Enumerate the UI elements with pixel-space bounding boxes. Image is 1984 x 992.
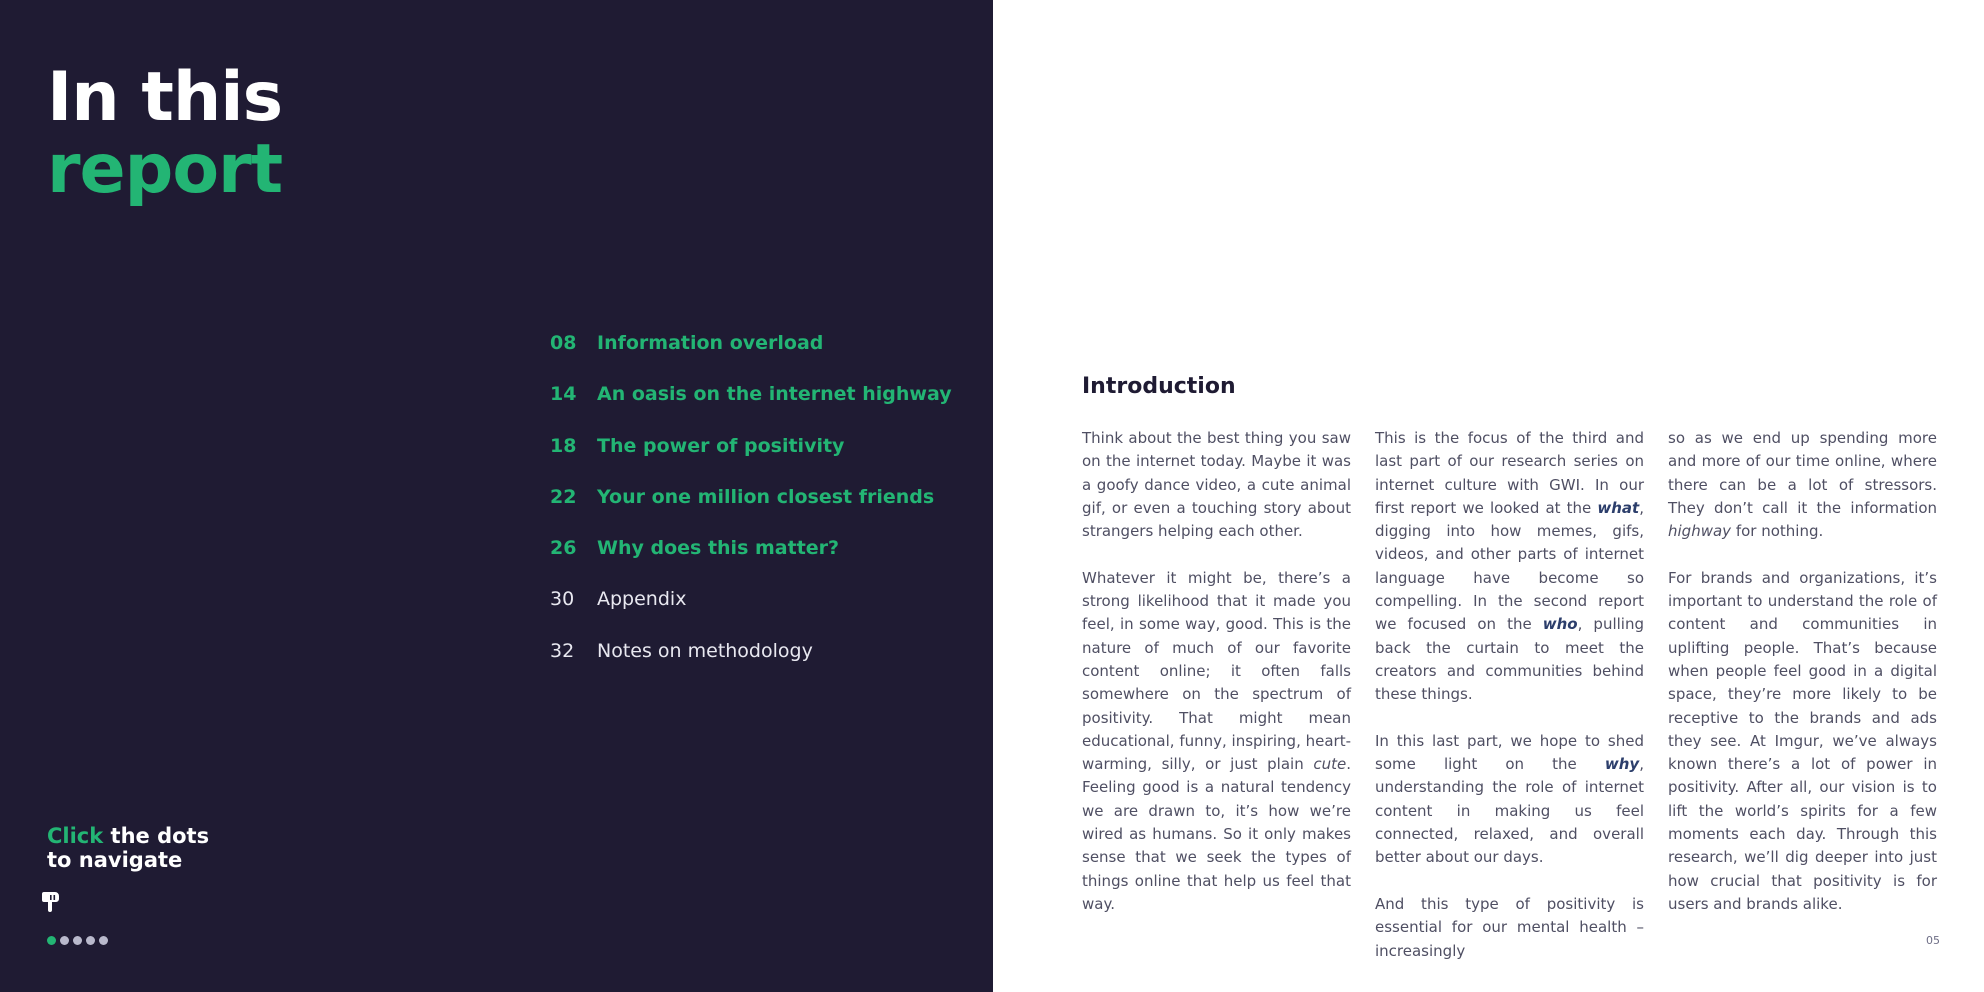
page-dot[interactable] bbox=[60, 936, 69, 945]
nav-hint-line2: to navigate bbox=[47, 848, 183, 872]
text-column-2 bbox=[1375, 427, 1644, 986]
navigation-hint bbox=[47, 824, 209, 872]
text-run: Whatever it might be, there’s a strong likelihood that it made you feel, in some way, good. This is the nature of much of our favorite content online; it often falls somewhere on the spectrum of positivity. That might mean educational, funny, inspiring, heart-warming, silly, or just plain bbox=[1082, 568, 1352, 774]
text-column-3 bbox=[1668, 427, 1937, 940]
text-run: In this last part, we hope to shed some light on the bbox=[1375, 731, 1644, 774]
pointing-hand-icon bbox=[41, 890, 63, 914]
italic-text: cute bbox=[1313, 755, 1347, 774]
toc-item-label: The power of positivity bbox=[597, 434, 845, 457]
page-dots-nav bbox=[47, 936, 108, 945]
toc-item[interactable] bbox=[550, 582, 970, 633]
text-run: so as we end up spending more and more of our time online, where there can be a lot of stressors. They don’t call it the information bbox=[1668, 429, 1937, 517]
toc-item-label: Your one million closest friends bbox=[597, 485, 935, 508]
toc-item[interactable] bbox=[550, 326, 970, 377]
emphasis-text: why bbox=[1604, 755, 1640, 774]
toc-item-label: Information overload bbox=[597, 332, 824, 354]
title-line-2: report bbox=[47, 130, 283, 209]
text-run: , understanding the role of internet content in making us feel connected, relaxed, and overall better about our days. bbox=[1375, 755, 1644, 867]
toc-item-label: Why does this matter? bbox=[597, 537, 840, 560]
toc-item[interactable] bbox=[550, 634, 970, 685]
page-dot[interactable] bbox=[86, 936, 95, 945]
toc-item-number: 32 bbox=[550, 639, 575, 662]
nav-hint-accent: Click bbox=[47, 824, 104, 848]
page-dot[interactable] bbox=[73, 936, 82, 945]
toc-item-label: Appendix bbox=[597, 588, 687, 611]
toc-item-number: 22 bbox=[550, 485, 577, 508]
toc-item-number: 14 bbox=[550, 383, 577, 406]
body-paragraph bbox=[1668, 567, 1937, 916]
body-paragraph bbox=[1375, 730, 1644, 870]
toc-item[interactable] bbox=[550, 480, 970, 531]
text-run: And this type of positivity is essential for our mental health – increasingly bbox=[1375, 894, 1644, 960]
page-dot[interactable] bbox=[99, 936, 108, 945]
toc-item-number: 08 bbox=[550, 332, 577, 354]
toc-item-number: 18 bbox=[550, 434, 577, 457]
text-run: , digging into how memes, gifs, videos, and other parts of internet language have become so compelling. In the second report we focused on the bbox=[1375, 498, 1644, 634]
page-dot[interactable] bbox=[47, 936, 56, 945]
italic-text: highway bbox=[1668, 522, 1732, 541]
toc-item[interactable] bbox=[550, 429, 970, 480]
body-paragraph bbox=[1082, 427, 1351, 543]
emphasis-text: who bbox=[1542, 615, 1578, 634]
text-run: . Feeling good is a natural tendency we are drawn to, it’s how we’re wired as humans. So it only makes sense that we seek the types of things online that help us feel that way. bbox=[1082, 755, 1351, 913]
toc-item-label: An oasis on the internet highway bbox=[597, 383, 952, 406]
toc-item[interactable] bbox=[550, 531, 970, 582]
toc-item[interactable] bbox=[550, 377, 970, 428]
toc-item-number: 26 bbox=[550, 537, 577, 560]
title-line-1: In this bbox=[47, 58, 283, 137]
page-number: 05 bbox=[1926, 934, 1940, 947]
text-run: , pulling back the curtain to meet the creators and communities behind these things. bbox=[1375, 615, 1644, 704]
emphasis-text: what bbox=[1597, 498, 1640, 517]
text-run: This is the focus of the third and last part of our research series on internet culture with GWI. In our first report we looked at the bbox=[1375, 429, 1644, 517]
table-of-contents bbox=[550, 326, 970, 685]
text-run: For brands and organizations, it’s important to understand the role of content and communities in uplifting people. That’s because when people feel good in a digital space, they’re more likely to be receptive to the brands and ads they see. At Imgur, we’ve always known there’s a lot of power in positivity. After all, our vision is to lift the world’s spirits for a few moments each day. Through this research, we’ll dig deeper into just how crucial that positivity is for users and brands alike. bbox=[1668, 568, 1937, 913]
nav-hint-rest: the dots bbox=[103, 824, 210, 848]
introduction-heading: Introduction bbox=[1082, 374, 1236, 399]
text-column-1 bbox=[1082, 427, 1351, 940]
toc-item-number: 30 bbox=[550, 588, 575, 611]
body-paragraph bbox=[1668, 427, 1937, 543]
body-paragraph bbox=[1375, 427, 1644, 707]
toc-item-label: Notes on methodology bbox=[597, 639, 813, 662]
text-run: Think about the best thing you saw on the internet today. Maybe it was a goofy dance video, a cute animal gif, or even a touching story about strangers helping each other. bbox=[1082, 429, 1351, 541]
body-paragraph bbox=[1082, 567, 1351, 916]
report-title bbox=[47, 58, 283, 209]
text-run: for nothing. bbox=[1731, 522, 1824, 541]
body-paragraph bbox=[1375, 893, 1644, 963]
